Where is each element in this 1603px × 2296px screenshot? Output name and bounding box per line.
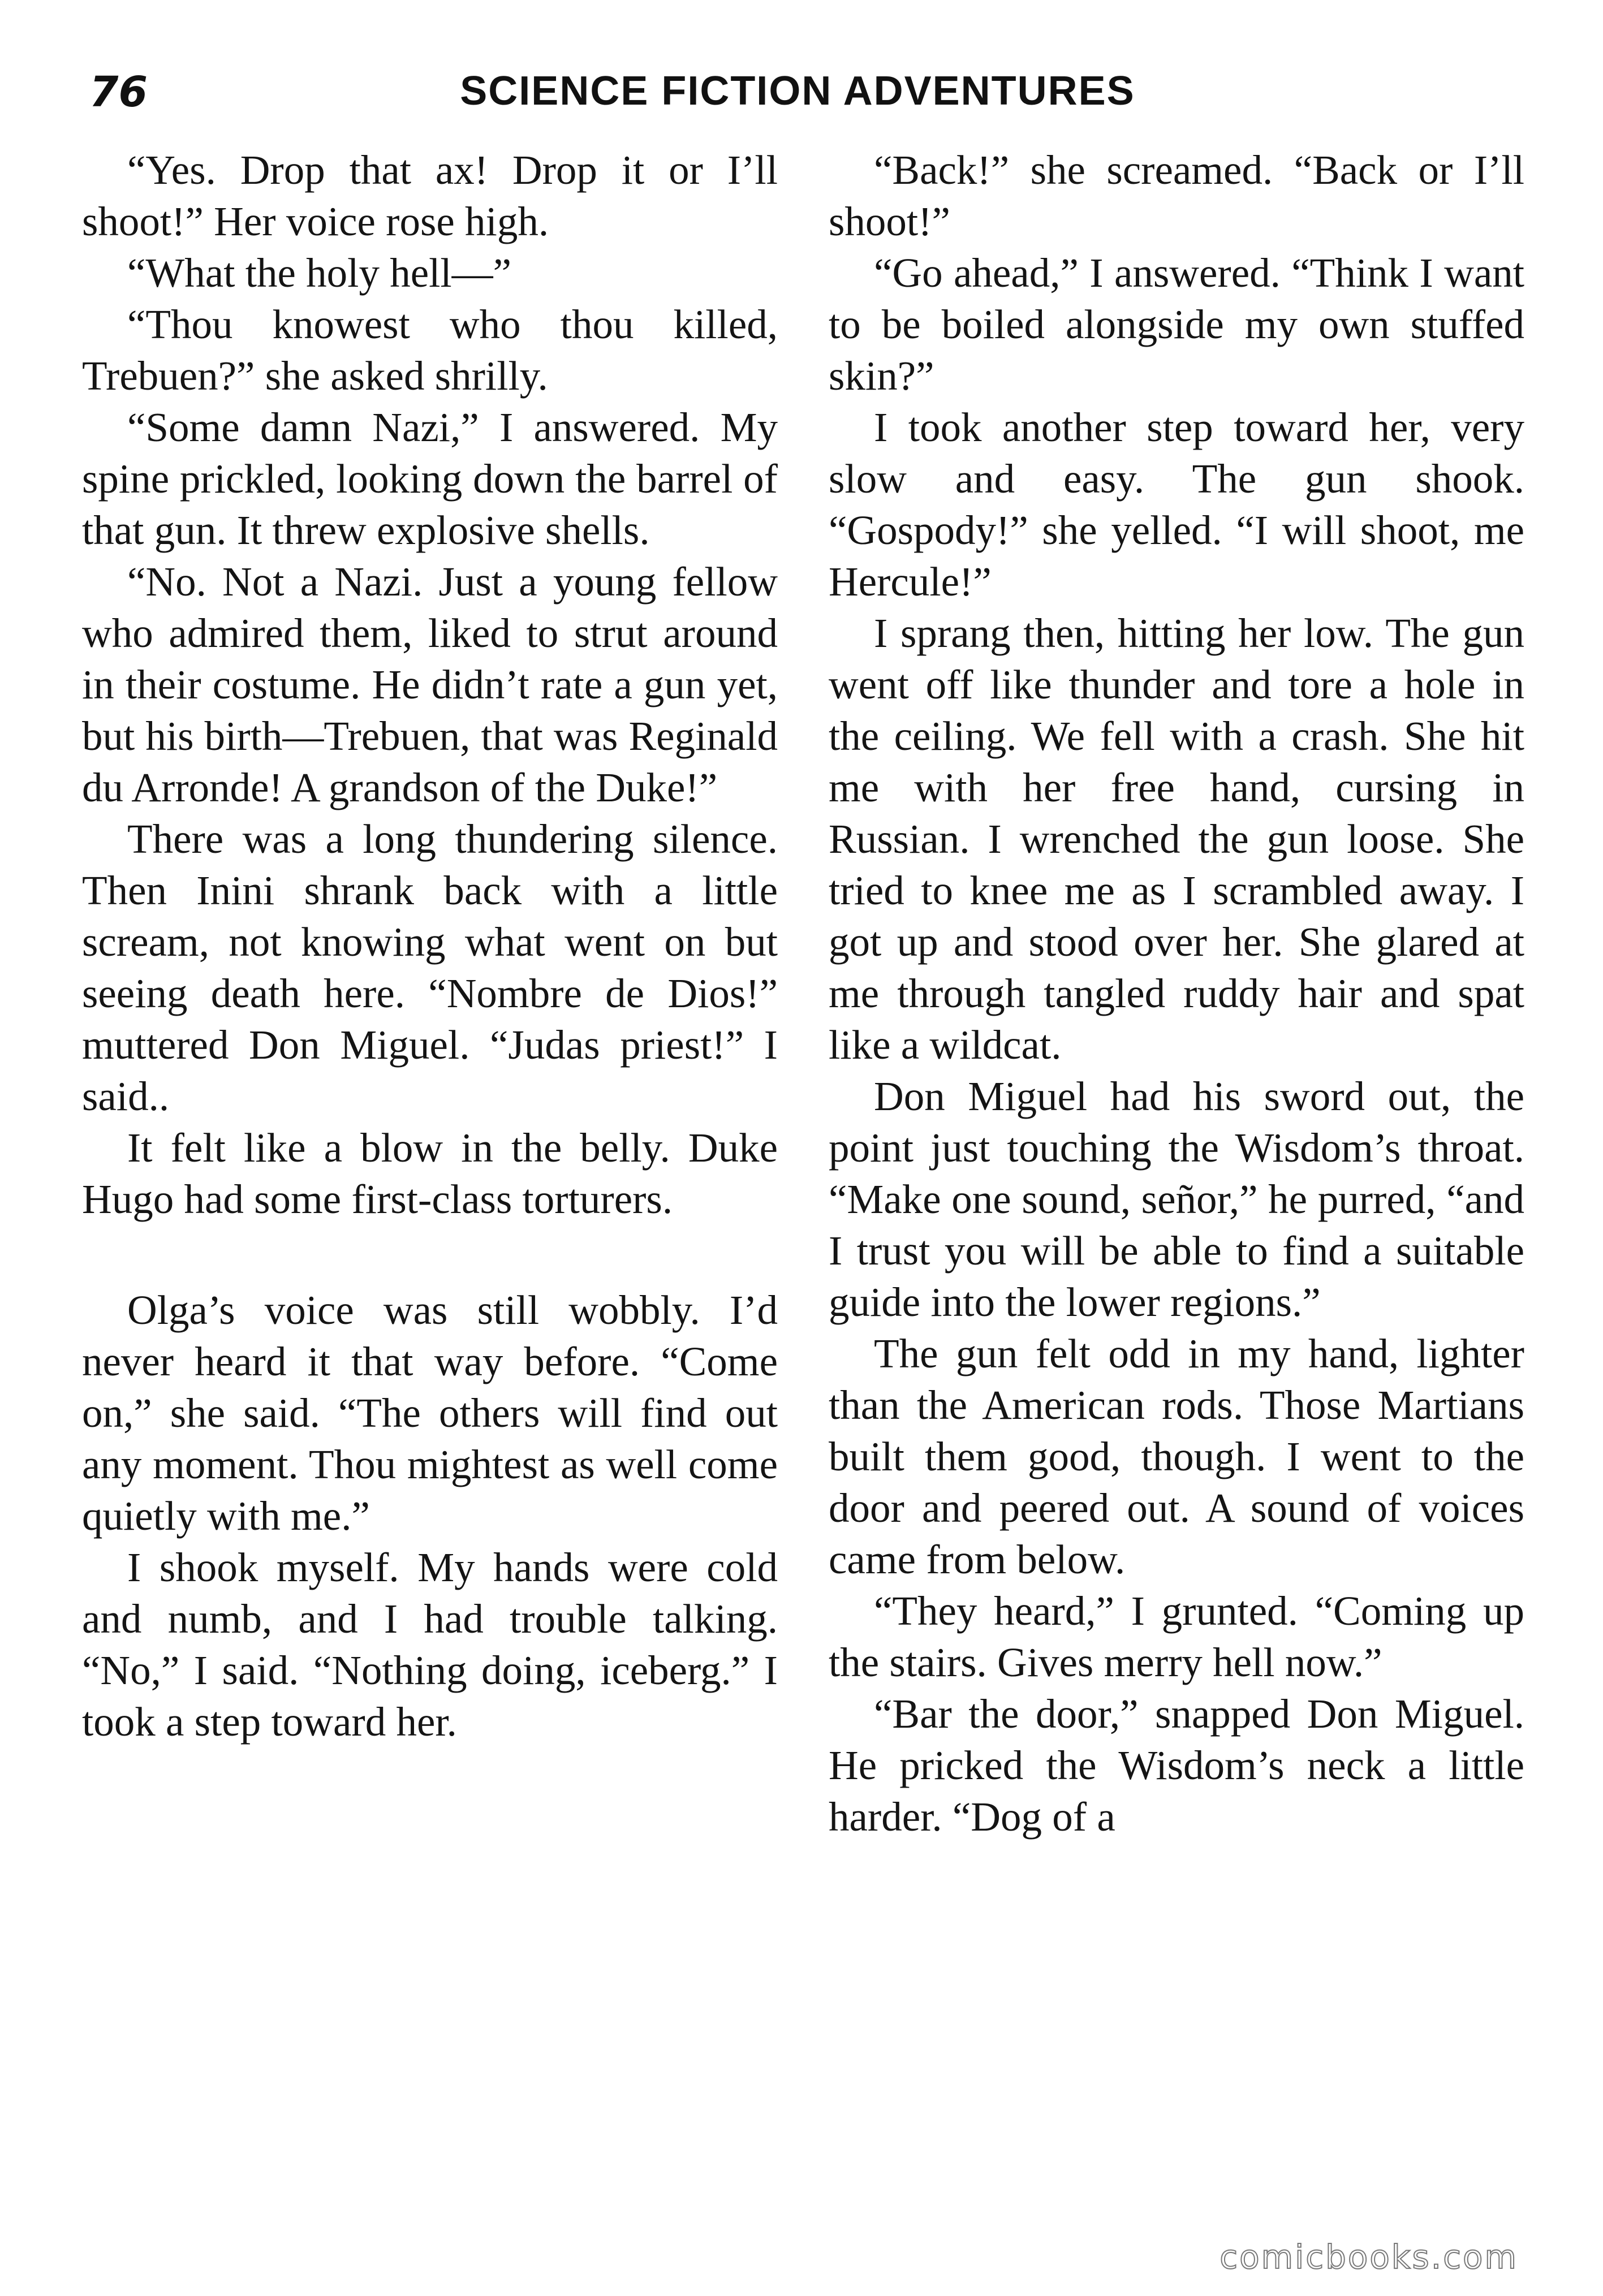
paragraph: Olga’s voice was still wobbly. I’d never heard it that way before. “Come on,” she said. “The others will find out any moment. Thou mightest as well come quietly with me.”	[82, 1287, 778, 1539]
watermark: comicbooks.com	[1220, 2238, 1518, 2276]
paragraph: “Thou knowest who thou killed, Trebuen?” she asked shrilly.	[82, 301, 778, 399]
page-header	[85, 68, 1510, 130]
paragraph: “Bar the door,” snapped Don Miguel. He pricked the Wisdom’s neck a little harder. “Dog of a	[829, 1691, 1524, 1840]
paragraph: I took another step toward her, very slow and easy. The gun shook. “Gospody!” she yelled. “I will shoot, me Hercule!”	[829, 404, 1524, 605]
right-column	[829, 144, 1524, 1842]
paragraph: Don Miguel had his sword out, the point just touching the Wisdom’s throat. “Make one sound, señor,” he purred, “and I trust you will be able to find a suitable guide into the lower regions.”	[829, 1073, 1524, 1325]
paragraph: I shook myself. My hands were cold and numb, and I had trouble talking. “No,” I said. “Nothing doing, iceberg.” I took a step toward her.	[82, 1544, 778, 1745]
paragraph: “No. Not a Nazi. Just a young fellow who admired them, liked to strut around in their costume. He didn’t rate a gun yet, but his birth—Trebuen, that was Reginald du Arronde! A grandson of the Duke!”	[82, 559, 778, 810]
page-number: 76	[89, 68, 148, 116]
paragraph: The gun felt odd in my hand, lighter than the American rods. Those Martians built them good, though. I went to the door and peered out. A sound of voices came from below.	[829, 1331, 1524, 1582]
paragraph: There was a long thundering silence. Then Inini shrank back with a little scream, not knowing what went on but seeing death here. “Nombre de Dios!” muttered Don Miguel. “Judas priest!” I said..	[82, 816, 778, 1119]
paragraph: I sprang then, hitting her low. The gun went off like thunder and tore a hole in the ceiling. We fell with a crash. She hit me with her free hand, cursing in Russian. I wrenched the gun loose. She tried to knee me as I scrambled away. I got up and stood over her. She glared at me through tangled ruddy hair and spat like a wildcat.	[829, 610, 1524, 1068]
left-column	[82, 144, 778, 1747]
paragraph: “Go ahead,” I answered. “Think I want to be boiled alongside my own stuffed skin?”	[829, 250, 1524, 399]
paragraph: It felt like a blow in the belly. Duke Hugo had some first-class torturers.	[82, 1125, 778, 1222]
magazine-title: SCIENCE FICTION ADVENTURES	[460, 68, 1135, 114]
paragraph: “What the holy hell—”	[127, 250, 512, 296]
paragraph: “Back!” she screamed. “Back or I’ll shoot!”	[829, 147, 1524, 244]
section-break	[82, 1225, 778, 1284]
paragraph: “Some damn Nazi,” I answered. My spine prickled, looking down the barrel of that gun. It threw explosive shells.	[82, 404, 778, 553]
paragraph: “Yes. Drop that ax! Drop it or I’ll shoot!” Her voice rose high.	[82, 147, 778, 244]
paragraph: “They heard,” I grunted. “Coming up the stairs. Gives merry hell now.”	[829, 1588, 1524, 1685]
